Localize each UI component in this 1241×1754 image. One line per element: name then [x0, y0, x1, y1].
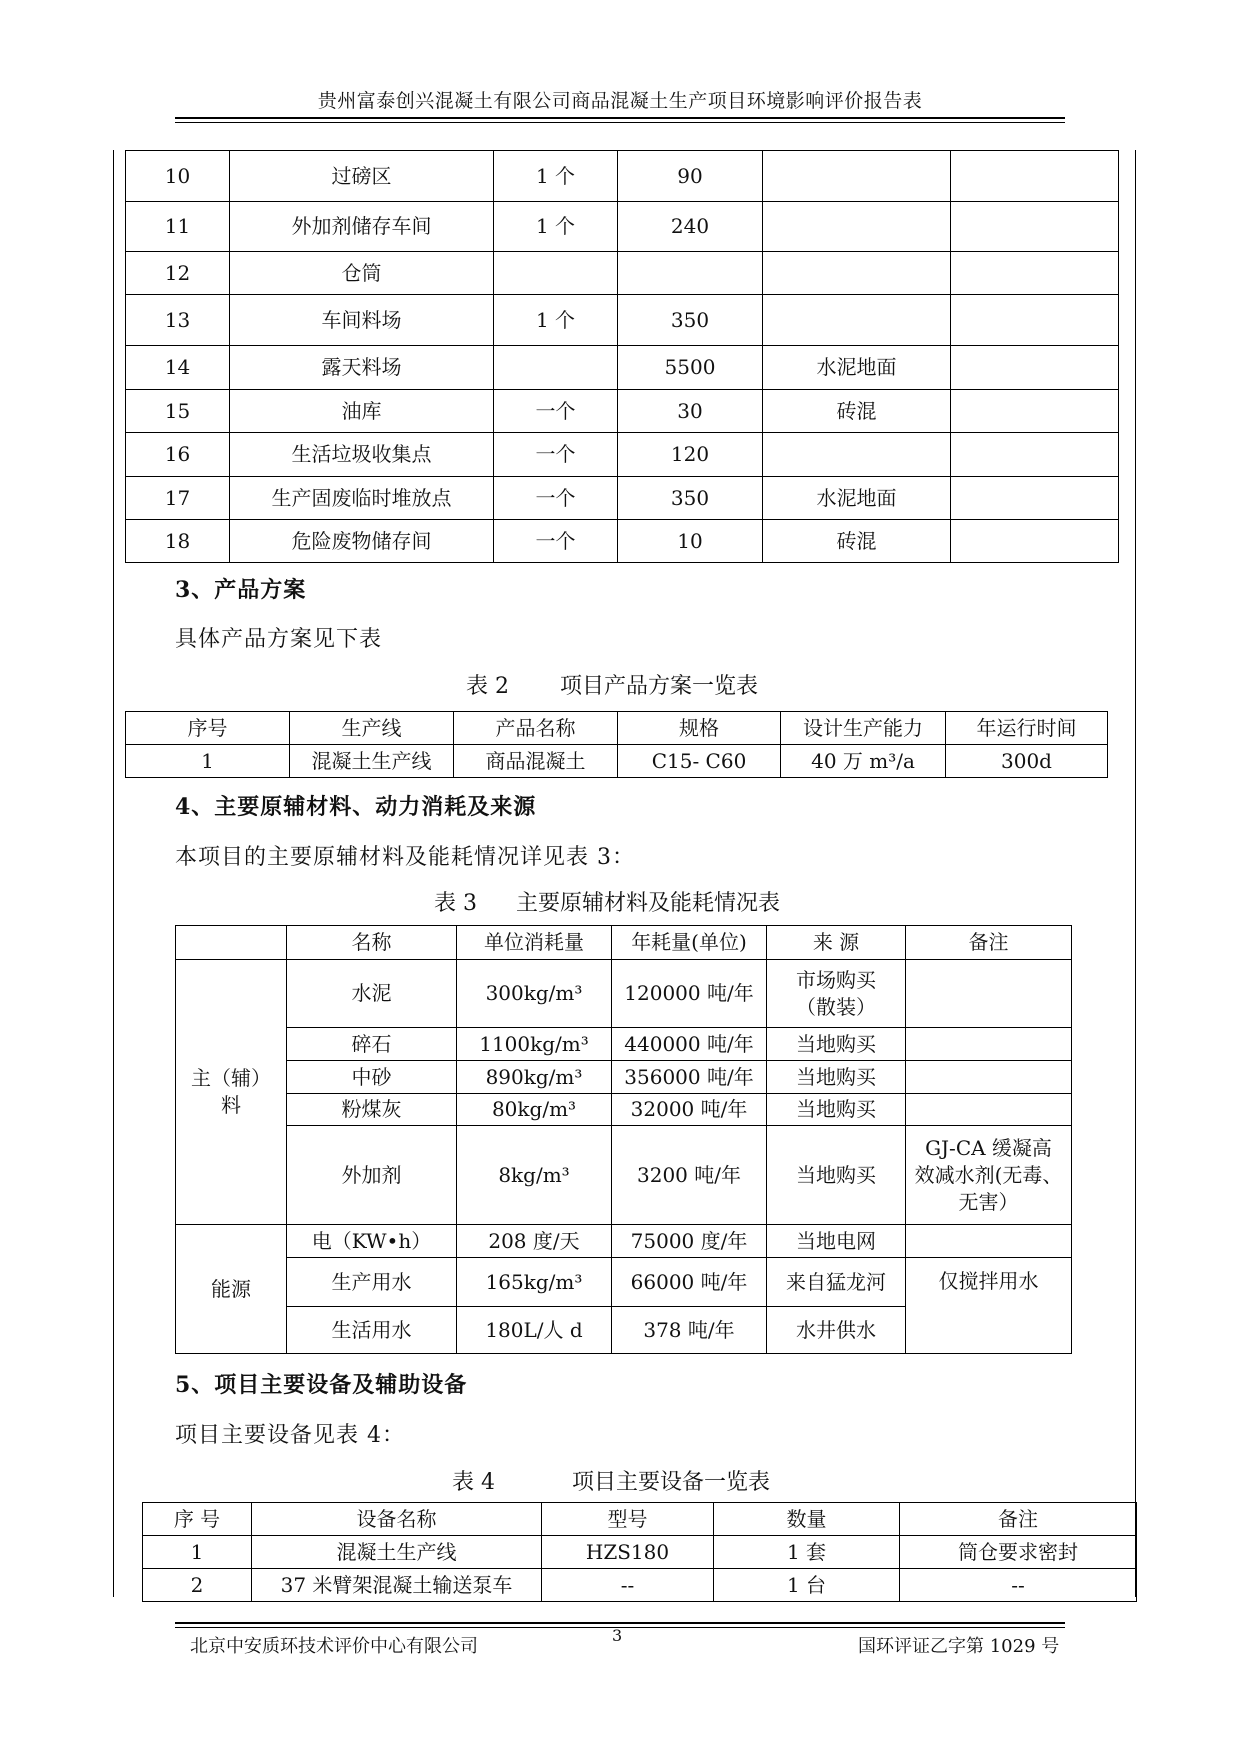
table-row: 16 生活垃圾收集点 一个 120: [126, 433, 1119, 477]
table-4-caption-title: 项目主要设备一览表: [572, 1470, 771, 1495]
table-row: 主（辅） 料 水泥 300kg/m³ 120000 吨/年 市场购买 （散装）: [176, 960, 1072, 1028]
section-4-heading: 4、主要原辅材料、动力消耗及来源: [175, 794, 537, 820]
table-row: 15 油库 一个 30 砖混: [126, 390, 1119, 433]
section-3-heading: 3、产品方案: [175, 577, 307, 603]
table-4-caption-no: 表 4: [452, 1470, 495, 1495]
header-rule: [175, 117, 1065, 119]
footer-rule: [175, 1622, 1065, 1624]
product-table: [125, 711, 1108, 778]
table-row: 11 外加剂储存车间 1 个 240: [126, 202, 1119, 252]
table-row: 外加剂 8kg/m³ 3200 吨/年 当地购买 GJ-CA 缓凝高 效减水剂(无毒、 无害）: [176, 1126, 1072, 1225]
table-row: 生活用水 180L/人 d 378 吨/年 水井供水: [176, 1307, 1072, 1354]
table-row: 10 过磅区 1 个 90: [126, 151, 1119, 202]
footer-company: 北京中安质环技术评价中心有限公司: [190, 1636, 478, 1657]
materials-table: [175, 925, 1072, 1354]
footer-certificate: 国环评证乙字第 1029 号: [858, 1636, 1060, 1657]
equipment-table: [142, 1502, 1137, 1602]
table-row: 12 仓筒: [126, 252, 1119, 295]
page-number: 3: [612, 1626, 623, 1645]
table-row: 中砂 890kg/m³ 356000 吨/年 当地购买: [176, 1061, 1072, 1094]
section-4-intro: 本项目的主要原辅材料及能耗情况详见表 3：: [175, 845, 635, 870]
table-3-caption-no: 表 3: [434, 891, 477, 916]
table-row: 生产用水 165kg/m³ 66000 吨/年 来自猛龙河 仅搅拌用水: [176, 1258, 1072, 1307]
facility-table: [125, 150, 1119, 563]
table-row: 能源 电（KW•h） 208 度/天 75000 度/年 当地电网: [176, 1225, 1072, 1258]
table-2-caption-no: 表 2: [466, 674, 509, 699]
table-row: 1 混凝土生产线 商品混凝土 C15- C60 40 万 m³/a 300d: [126, 745, 1108, 778]
table-row: 2 37 米臂架混凝土输送泵车 -- 1 台 --: [143, 1569, 1137, 1602]
table-row: 14 露天料场 5500 水泥地面: [126, 346, 1119, 390]
table-header-row: 名称 单位消耗量 年耗量(单位) 来 源 备注: [176, 926, 1072, 960]
table-3-caption-title: 主要原辅材料及能耗情况表: [516, 891, 781, 916]
header-rule-thin: [175, 122, 1065, 123]
section-5-heading: 5、项目主要设备及辅助设备: [175, 1372, 468, 1398]
table-row: 碎石 1100kg/m³ 440000 吨/年 当地购买: [176, 1028, 1072, 1061]
page-header-title: 贵州富泰创兴混凝土有限公司商品混凝土生产项目环境影响评价报告表: [317, 90, 923, 112]
table-row: 1 混凝土生产线 HZS180 1 套 筒仓要求密封: [143, 1536, 1137, 1569]
table-row: 17 生产固废临时堆放点 一个 350 水泥地面: [126, 477, 1119, 520]
table-header-row: 序号 生产线 产品名称 规格 设计生产能力 年运行时间: [126, 712, 1108, 745]
table-header-row: 序 号 设备名称 型号 数量 备注: [143, 1503, 1137, 1536]
group-energy: 能源: [176, 1225, 287, 1354]
table-row: 粉煤灰 80kg/m³ 32000 吨/年 当地购买: [176, 1094, 1072, 1126]
group-main-materials: 主（辅） 料: [176, 960, 287, 1225]
table-2-caption-title: 项目产品方案一览表: [560, 674, 759, 699]
section-5-intro: 项目主要设备见表 4：: [175, 1423, 405, 1448]
section-3-intro: 具体产品方案见下表: [175, 627, 383, 652]
table-row: 18 危险废物储存间 一个 10 砖混: [126, 520, 1119, 563]
table-row: 13 车间料场 1 个 350: [126, 295, 1119, 346]
